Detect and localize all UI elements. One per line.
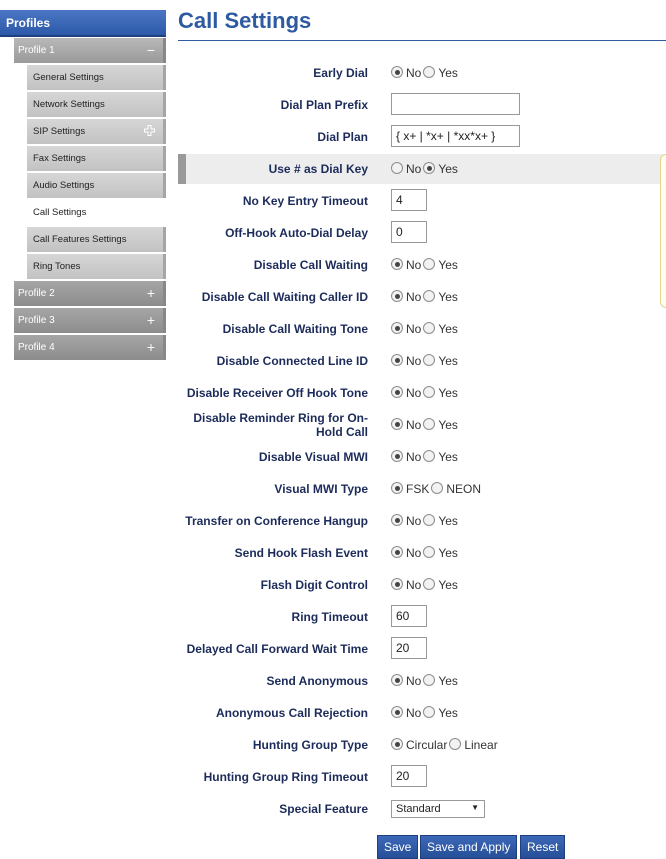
setting-label: Hunting Group Type: [252, 738, 368, 752]
page-title: Call Settings: [178, 8, 312, 33]
radio-label: No: [406, 418, 422, 432]
setting-input[interactable]: [391, 93, 520, 115]
setting-control: [391, 221, 427, 243]
radio-label: No: [406, 258, 422, 272]
setting-row: [178, 665, 666, 697]
radio-option[interactable]: [391, 162, 421, 176]
radio-label: No: [406, 66, 422, 80]
radio-button[interactable]: [391, 738, 403, 750]
radio-button[interactable]: [423, 546, 435, 558]
radio-button[interactable]: [391, 482, 403, 494]
sidebar-item-sip-settings[interactable]: [27, 119, 166, 144]
radio-button[interactable]: [391, 66, 403, 78]
setting-row: [178, 377, 666, 409]
radio-option[interactable]: [423, 578, 458, 592]
radio-button[interactable]: [391, 386, 403, 398]
setting-row: [178, 409, 666, 441]
setting-control: [391, 322, 460, 336]
radio-button[interactable]: [423, 322, 435, 334]
radio-option[interactable]: [449, 738, 497, 752]
setting-control: [391, 674, 460, 688]
setting-row: [178, 249, 666, 281]
setting-control: [391, 578, 460, 592]
sidebar-item-fax-settings[interactable]: [27, 146, 166, 171]
setting-row: [178, 153, 666, 185]
radio-label: Yes: [438, 354, 458, 368]
setting-row: [178, 281, 666, 313]
setting-label: Use # as Dial Key: [268, 162, 368, 176]
radio-option[interactable]: [391, 322, 421, 336]
radio-button[interactable]: [423, 162, 435, 174]
radio-button[interactable]: [391, 258, 403, 270]
setting-input[interactable]: [391, 125, 520, 147]
setting-label: Disable Call Waiting Tone: [222, 322, 368, 336]
setting-label: Disable Receiver Off Hook Tone: [186, 386, 368, 400]
setting-input[interactable]: [391, 189, 427, 211]
sidebar-item-network-settings[interactable]: [27, 92, 166, 117]
radio-label: No: [406, 450, 422, 464]
radio-label: No: [406, 162, 422, 176]
setting-row: [178, 217, 666, 249]
setting-control: [391, 605, 427, 627]
setting-control: [391, 66, 460, 80]
setting-control: [391, 418, 460, 432]
radio-button[interactable]: [391, 706, 403, 718]
setting-control: [391, 765, 427, 787]
setting-label: Special Feature: [279, 802, 368, 816]
radio-option[interactable]: [391, 386, 421, 400]
sidebar-item-label: Call Settings: [33, 207, 87, 218]
radio-button[interactable]: [391, 450, 403, 462]
radio-button[interactable]: [391, 162, 403, 174]
setting-control: [391, 162, 460, 176]
radio-option[interactable]: [423, 66, 458, 80]
expand-icon[interactable]: +: [146, 285, 155, 301]
setting-row: [178, 473, 666, 505]
setting-label: Anonymous Call Rejection: [215, 706, 368, 720]
radio-button[interactable]: [423, 418, 435, 430]
radio-button[interactable]: [423, 258, 435, 270]
radio-label: No: [406, 578, 422, 592]
expand-icon[interactable]: +: [146, 339, 155, 355]
radio-button[interactable]: [423, 386, 435, 398]
radio-label: Yes: [438, 66, 458, 80]
radio-button[interactable]: [391, 546, 403, 558]
sidebar-item-ring-tones[interactable]: [27, 254, 166, 279]
radio-button[interactable]: [423, 354, 435, 366]
setting-row: [178, 505, 666, 537]
radio-button[interactable]: [391, 322, 403, 334]
setting-label: Visual MWI Type: [274, 482, 368, 496]
sidebar-item-profile-4[interactable]: [14, 335, 166, 360]
setting-row: [178, 601, 666, 633]
radio-option[interactable]: [423, 162, 458, 176]
radio-option[interactable]: [423, 674, 458, 688]
sidebar-item-call-settings[interactable]: [27, 200, 166, 225]
radio-option[interactable]: [431, 482, 481, 496]
setting-control: [391, 125, 520, 147]
setting-control: [391, 258, 460, 272]
radio-option[interactable]: [423, 418, 458, 432]
radio-option[interactable]: [391, 578, 421, 592]
radio-button[interactable]: [391, 354, 403, 366]
radio-option[interactable]: [391, 450, 421, 464]
setting-control: [391, 546, 460, 560]
setting-control: [391, 514, 460, 528]
radio-option[interactable]: [391, 418, 421, 432]
setting-control: [391, 93, 520, 115]
radio-label: No: [406, 546, 422, 560]
radio-button[interactable]: [423, 290, 435, 302]
radio-button[interactable]: [391, 514, 403, 526]
radio-label: Yes: [438, 450, 458, 464]
setting-label: Off-Hook Auto-Dial Delay: [225, 226, 368, 240]
setting-label: Dial Plan Prefix: [280, 98, 368, 112]
radio-label: No: [406, 674, 422, 688]
sidebar-item-label: Call Features Settings: [33, 234, 127, 245]
select-value: Standard: [396, 803, 441, 815]
radio-option[interactable]: [423, 450, 458, 464]
setting-row: [178, 729, 666, 761]
setting-label: Delayed Call Forward Wait Time: [186, 642, 368, 656]
sidebar-item-profile-3[interactable]: [14, 308, 166, 333]
radio-label: Yes: [438, 546, 458, 560]
setting-row: [178, 633, 666, 665]
setting-input[interactable]: [391, 637, 427, 659]
sidebar-item-audio-settings[interactable]: [27, 173, 166, 198]
radio-label: Yes: [438, 674, 458, 688]
sidebar-item-label: Profile 3: [18, 315, 55, 326]
radio-label: Yes: [438, 706, 458, 720]
radio-label: Yes: [438, 322, 458, 336]
radio-option[interactable]: [423, 322, 458, 336]
expand-icon[interactable]: +: [146, 312, 155, 328]
radio-label: Yes: [438, 418, 458, 432]
setting-input[interactable]: [391, 221, 427, 243]
radio-button[interactable]: [431, 482, 443, 494]
setting-row: [178, 537, 666, 569]
sidebar-item-profile-1[interactable]: [14, 38, 166, 63]
radio-button[interactable]: [423, 578, 435, 590]
sidebar-item-label: General Settings: [33, 72, 104, 83]
special-feature-select[interactable]: [391, 800, 485, 818]
radio-option[interactable]: [391, 546, 421, 560]
radio-button[interactable]: [391, 290, 403, 302]
setting-label: Early Dial: [313, 66, 368, 80]
sidebar-item-label: Audio Settings: [33, 180, 95, 191]
sidebar-item-call-features-settings[interactable]: [27, 227, 166, 252]
sidebar-item-label: Profile 4: [18, 342, 55, 353]
radio-button[interactable]: [423, 706, 435, 718]
radio-button[interactable]: [423, 674, 435, 686]
setting-label: Disable Connected Line ID: [216, 354, 368, 368]
radio-option[interactable]: [391, 258, 421, 272]
radio-option[interactable]: [423, 354, 458, 368]
radio-option[interactable]: [423, 546, 458, 560]
save-and-apply-button[interactable]: Save and Apply: [420, 835, 517, 859]
radio-option[interactable]: [423, 258, 458, 272]
setting-row: [178, 761, 666, 793]
radio-label: Circular: [406, 738, 448, 752]
radio-label: FSK: [406, 482, 430, 496]
radio-option[interactable]: [391, 354, 421, 368]
setting-label: Send Anonymous: [266, 674, 368, 688]
setting-label: Hunting Group Ring Timeout: [203, 770, 368, 784]
setting-label: Flash Digit Control: [260, 578, 368, 592]
radio-label: Yes: [438, 162, 458, 176]
setting-label: Disable Call Waiting Caller ID: [201, 290, 368, 304]
sidebar-item-profile-2[interactable]: [14, 281, 166, 306]
radio-button[interactable]: [423, 514, 435, 526]
radio-label: No: [406, 290, 422, 304]
radio-button[interactable]: [391, 578, 403, 590]
radio-option[interactable]: [391, 290, 421, 304]
radio-button[interactable]: [391, 418, 403, 430]
setting-label: Disable Visual MWI: [258, 450, 368, 464]
radio-label: Yes: [438, 290, 458, 304]
radio-option[interactable]: [423, 386, 458, 400]
sidebar-item-label: Ring Tones: [33, 261, 81, 272]
setting-label: Dial Plan: [317, 130, 368, 144]
setting-row: [178, 697, 666, 729]
setting-control: [391, 290, 460, 304]
setting-row: [178, 441, 666, 473]
sidebar-item-label: SIP Settings: [33, 126, 86, 137]
sidebar-header: Profiles: [0, 10, 166, 37]
radio-label: No: [406, 706, 422, 720]
setting-row: [178, 569, 666, 601]
radio-option[interactable]: [423, 514, 458, 528]
collapse-icon[interactable]: −: [146, 42, 155, 58]
radio-button[interactable]: [423, 450, 435, 462]
expand-icon[interactable]: [144, 125, 155, 136]
radio-label: No: [406, 514, 422, 528]
setting-row: [178, 345, 666, 377]
setting-row: [178, 89, 666, 121]
setting-control: [391, 189, 427, 211]
setting-input[interactable]: [391, 765, 427, 787]
radio-option[interactable]: [391, 674, 421, 688]
radio-button[interactable]: [423, 66, 435, 78]
setting-control: [391, 354, 460, 368]
sidebar-item-label: Network Settings: [33, 99, 105, 110]
sidebar-item-label: Profile 2: [18, 288, 55, 299]
setting-control: [391, 482, 483, 496]
radio-label: No: [406, 386, 422, 400]
radio-option[interactable]: [391, 738, 447, 752]
setting-label: Ring Timeout: [291, 610, 368, 624]
setting-control: [391, 386, 460, 400]
radio-label: Yes: [438, 578, 458, 592]
setting-row: [178, 121, 666, 153]
radio-button[interactable]: [391, 674, 403, 686]
setting-label: Send Hook Flash Event: [234, 546, 368, 560]
sidebar-item-general-settings[interactable]: [27, 65, 166, 90]
setting-input[interactable]: [391, 605, 427, 627]
chevron-down-icon: ▼: [471, 803, 479, 812]
radio-label: No: [406, 322, 422, 336]
setting-control: [391, 637, 427, 659]
setting-label: Disable Call Waiting: [253, 258, 368, 272]
setting-control: [391, 706, 460, 720]
radio-label: Yes: [438, 514, 458, 528]
setting-label: Transfer on Conference Hangup: [185, 514, 368, 528]
setting-label: Disable Reminder Ring for On-Hold Call: [193, 411, 368, 439]
setting-row: [178, 313, 666, 345]
setting-control: [391, 738, 500, 752]
radio-label: NEON: [446, 482, 482, 496]
setting-control: [391, 450, 460, 464]
save-button[interactable]: Save: [377, 835, 418, 859]
radio-option[interactable]: [423, 290, 458, 304]
title-divider: [178, 40, 666, 41]
radio-option[interactable]: [391, 482, 429, 496]
radio-option[interactable]: [391, 66, 421, 80]
sidebar-item-label: Fax Settings: [33, 153, 86, 164]
setting-control: [391, 800, 485, 818]
radio-option[interactable]: [423, 706, 458, 720]
setting-label: No Key Entry Timeout: [242, 194, 368, 208]
setting-row: [178, 793, 666, 825]
reset-button[interactable]: Reset: [520, 835, 565, 859]
setting-row: [178, 185, 666, 217]
radio-label: Yes: [438, 258, 458, 272]
sidebar-item-label: Profile 1: [18, 45, 55, 56]
radio-option[interactable]: [391, 514, 421, 528]
radio-label: Linear: [464, 738, 498, 752]
radio-label: Yes: [438, 386, 458, 400]
radio-label: No: [406, 354, 422, 368]
radio-option[interactable]: [391, 706, 421, 720]
radio-button[interactable]: [449, 738, 461, 750]
setting-row: [178, 57, 666, 89]
